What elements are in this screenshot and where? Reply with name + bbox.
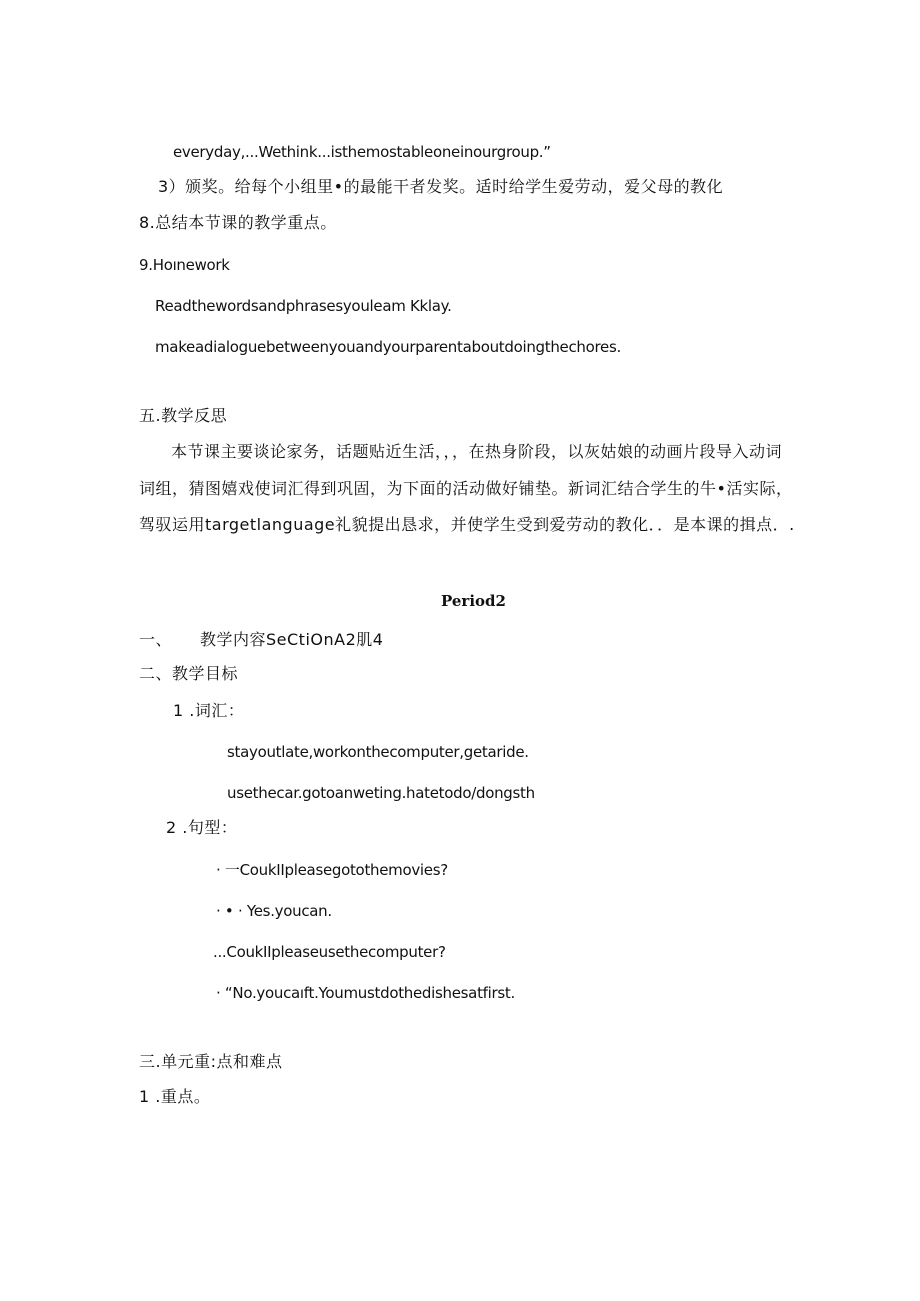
subsection-vocabulary: 1 .词汇： — [173, 701, 245, 720]
text-line-everyday: everyday,...Wethink...isthemostableoneinourgroup.” — [173, 143, 551, 161]
homework-line-1: Readthewordsandphrasesyouleam Kklay. — [155, 297, 452, 315]
subsection-key-points: 1 .重点。 — [139, 1087, 211, 1106]
reflection-line-2: 词组，猜图嬉戏使词汇得到巩固，为下面的活动做好铺垫。新词汇结合学生的牛•活实际， — [139, 479, 793, 498]
period-title: Period2 — [441, 592, 506, 610]
sentence-1: · 一CoukIIpleasegotothemovies? — [216, 861, 448, 879]
subsection-sentences: 2 .句型： — [166, 818, 238, 837]
sentence-2: · • · Yes.youcan. — [216, 902, 332, 920]
vocabulary-line-2: usethecar.gotoanweting.hatetodo/dongsth — [227, 784, 535, 802]
reflection-line-3: 驾驭运用targetlanguage礼貌提出恳求，并使学生受到爱劳动的教化．．是本课的揖点．. — [139, 515, 795, 534]
vocabulary-line-1: stayoutlate,workonthecomputer,getaride. — [227, 743, 529, 761]
reflection-heading: 五.教学反思 — [139, 406, 228, 425]
homework-line-2: makeadialoguebetweenyouandyourparentaboutdoingthechores. — [155, 338, 621, 356]
section-2-heading: 二、教学目标 — [139, 664, 239, 683]
section-1-number: 一、 — [139, 630, 173, 649]
list-item-9: 9.Hoınework — [139, 256, 230, 274]
section-1-text: 教学内容SeCtiOnA2肌4 — [200, 630, 384, 649]
sentence-3: ...CoukIIpleaseusethecomputer? — [213, 943, 446, 961]
list-item-3: 3）颁奖。给每个小组里•的最能干者发奖。适时给学生爱劳动，爱父母的教化 — [158, 177, 724, 196]
list-item-8: 8.总结本节课的教学重点。 — [139, 213, 337, 232]
sentence-4: · “No.youcaıft.Youmustdothedishesatfirst. — [216, 984, 515, 1002]
section-3-heading: 三.单元重:点和难点 — [139, 1052, 283, 1071]
reflection-line-1: 本节课主要谈论家务，话题贴近生活，，，在热身阶段，以灰姑娘的动画片段导入动词 — [171, 442, 783, 461]
